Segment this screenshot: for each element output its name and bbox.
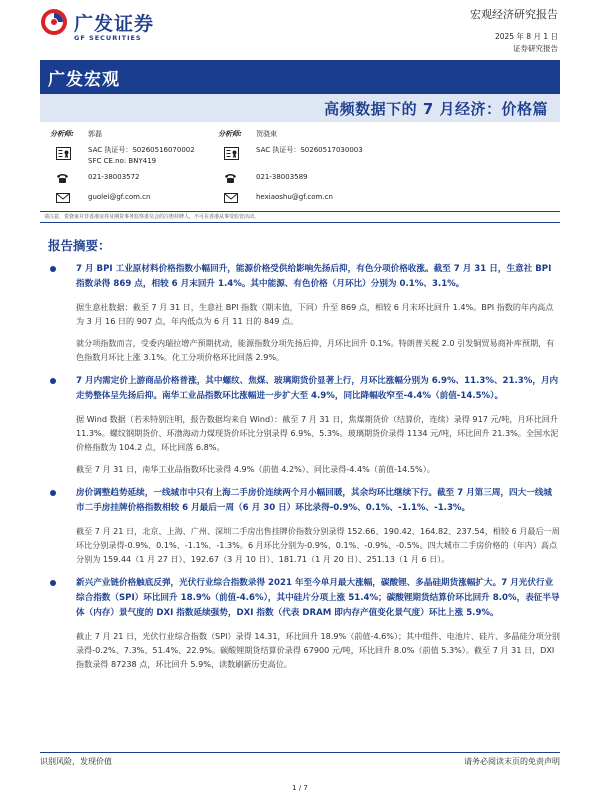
header-meta (470, 8, 558, 55)
logo-name-cn: 广发证券 (74, 13, 155, 35)
report-brand: 证券研究报告 (513, 44, 558, 53)
summary-section (48, 374, 560, 476)
analyst-name: 贺骁束 (256, 130, 277, 138)
company-logo (40, 8, 190, 48)
logo-icon (40, 8, 68, 36)
bullet-icon (50, 580, 56, 586)
analyst-phone: 021-38003589 (256, 173, 308, 181)
summary-heading: 报告摘要： (48, 238, 111, 253)
analyst-disclaimer: 请注意，贺骁束并非香港证券及期货事务监察委员会的注册持牌人，不可在香港从事受监管活动。 (44, 214, 260, 220)
body-paragraph: 就分项指数而言，受委内瑞拉增产预期扰动，能源指数分项先扬后抑，月环比回升 0.1%。特朗普关税 2.0 引发铜贸易商补库预期，有色指数月环比上涨 3.1%。化工分项价格环比回落 2.9%。 (76, 338, 555, 362)
footer-slogan: 识别风险，发现价值 (40, 757, 112, 766)
analyst-label: 分析师: (50, 130, 74, 138)
analyst-info (40, 128, 560, 210)
summary-section (48, 486, 560, 566)
analyst-email[interactable]: guolei@gf.com.cn (88, 193, 151, 201)
footer-disclaimer-note: 请务必阅读末页的免责声明 (464, 757, 560, 766)
bullet-icon (50, 490, 56, 496)
footer-divider (40, 752, 560, 753)
bullet-icon (50, 266, 56, 272)
summary-section (48, 262, 560, 364)
page-header (0, 0, 600, 60)
bullet-icon (50, 378, 56, 384)
analyst-name: 郭磊 (88, 130, 102, 138)
document-title: 高频数据下的 7 月经济：价格篇 (324, 100, 548, 118)
body-paragraph: 截止 7 月 21 日，光伏行业综合指数（SPI）录得 14.31，环比回升 18.9%（前值-4.6%）；其中组件、电池片、硅片、多晶硅分项分别录得-0.2%、7.3%、51.4%、22.9%。碳酸锂期货结算价录得 67900 元/吨，环比回升 8.0%（前值 5.3%）。截至 7 月 31 日，DXI 指数录得 87238 点，环比回升 5.9%，读数刷新历史高位。 (76, 631, 560, 669)
banner-title: 广发宏观 (48, 70, 120, 90)
section-lead (48, 576, 560, 621)
analyst-sac: SAC 执证号：S0260516070002 (88, 146, 195, 154)
title-bar (40, 94, 560, 122)
logo-name-en: GF SECURITIES (74, 34, 142, 42)
lead-text: 新兴产业链价格触底反弹，光伏行业综合指数录得 2021 年至今单月最大涨幅，碳酸锂、多晶硅期货涨幅扩大。7 月光伏行业综合指数（SPI）环比回升 18.9%（前值-4.6%），其中硅片分项上涨 51.4%；碳酸锂期货结算价环比回升 8.0%，表征半导体（内存）景气度的 DXI 指数延续强势，DXI 指数（代表 DRAM 即内存产值变化景气度）环比上涨 5.9%。 (76, 578, 560, 618)
analyst-phone: 021-38003572 (88, 173, 140, 181)
certificate-icon (224, 147, 239, 160)
analyst-card (218, 128, 478, 210)
analyst-email[interactable]: hexiaoshu@gf.com.cn (256, 193, 333, 201)
divider (40, 222, 560, 223)
body-paragraph: 截至 7 月 31 日，南华工业品指数环比录得 4.9%（前值 4.2%）、同比录得-4.4%（前值-14.5%）。 (76, 464, 435, 474)
lead-text: 7 月内需定价上游商品价格普涨，其中螺纹、焦煤、玻璃期货价显著上行，月环比涨幅分别为 6.9%、11.3%、21.3%，月内走势整体呈先扬后抑。南华工业品指数环比涨幅进一步扩大至 4.9%，同比降幅收窄至-4.4%（前值-14.5%）。 (76, 376, 559, 401)
section-lead (48, 486, 560, 516)
body-paragraph: 据 Wind 数据（若未特别注明，报告数据均来自 Wind）：截至 7 月 31 日，焦煤期货价（结算价，连续）录得 917 元/吨，月环比回升 11.3%。螺纹钢期货价、环渤海动力煤现货价环比分别录得 6.9%、5.3%。玻璃期货价录得 1134 元/吨，环比回升 21.3%。全国水泥价格指数为 104.2 点，环比回落 6.8%。 (76, 414, 559, 452)
report-type: 宏观经济研究报告 (470, 8, 558, 21)
body-paragraph: 截至 7 月 21 日，北京、上海、广州、深圳二手房出售挂牌价指数分别录得 152.66、190.42、164.82、237.54，相较 6 月最后一周环比分别录得-0.9%、0.1%、-1.1%、-1.3%。6 月环比分别为-0.9%、0.1%、-0.9%、-0.5%。四大城市二手房价格的（年内）高点分别为 159.44（1 月 27 日）、192.67（3 月 10 日）、181.71（1 月 20 日）、251.13（1 月 6 日）。 (76, 526, 560, 564)
summary-section (48, 576, 560, 671)
report-date: 2025 年 8 月 1 日 (494, 32, 558, 41)
body-paragraph: 据生意社数据：截至 7 月 31 日，生意社 BPI 指数（期末值，下同）升至 869 点，相较 6 月末环比回升 1.4%。BPI 指数的年内高点为 3 月 16 日的 907 点，年内低点为 6 月 11 日的 849 点。 (76, 302, 554, 326)
lead-text: 房价调整趋势延续，一线城市中只有上海二手房价连续两个月小幅回暖，其余均环比继续下行。截至 7 月第三周，四大一线城市二手房挂牌价格指数相较 6 月最后一周（6 月 30 日）环比录得-0.9%、0.1%、-1.1%、-1.3%。 (76, 488, 553, 513)
certificate-icon (56, 147, 71, 160)
email-icon (224, 193, 238, 203)
analyst-label: 分析师: (218, 130, 242, 138)
email-icon (56, 193, 70, 203)
page-number: 1 / 7 (292, 784, 308, 792)
report-summary (48, 262, 560, 671)
phone-icon (224, 173, 237, 184)
phone-icon (56, 173, 69, 184)
section-lead (48, 374, 560, 404)
analyst-sfc: SFC CE.no: BNY419 (88, 157, 157, 165)
lead-text: 7 月 BPI 工业原材料价格指数小幅回升，能源价格受供给影响先扬后抑，有色分项价格收涨。截至 7 月 31 日，生意社 BPI 指数录得 869 点，相较 6 月末回升 1.4%。其中能源、有色价格（月环比）分别为 0.1%、3.1%。 (76, 264, 552, 289)
divider (40, 211, 560, 212)
analyst-sac: SAC 执证号：S0260517030003 (256, 146, 363, 154)
section-banner (40, 60, 560, 94)
section-lead (48, 262, 560, 292)
